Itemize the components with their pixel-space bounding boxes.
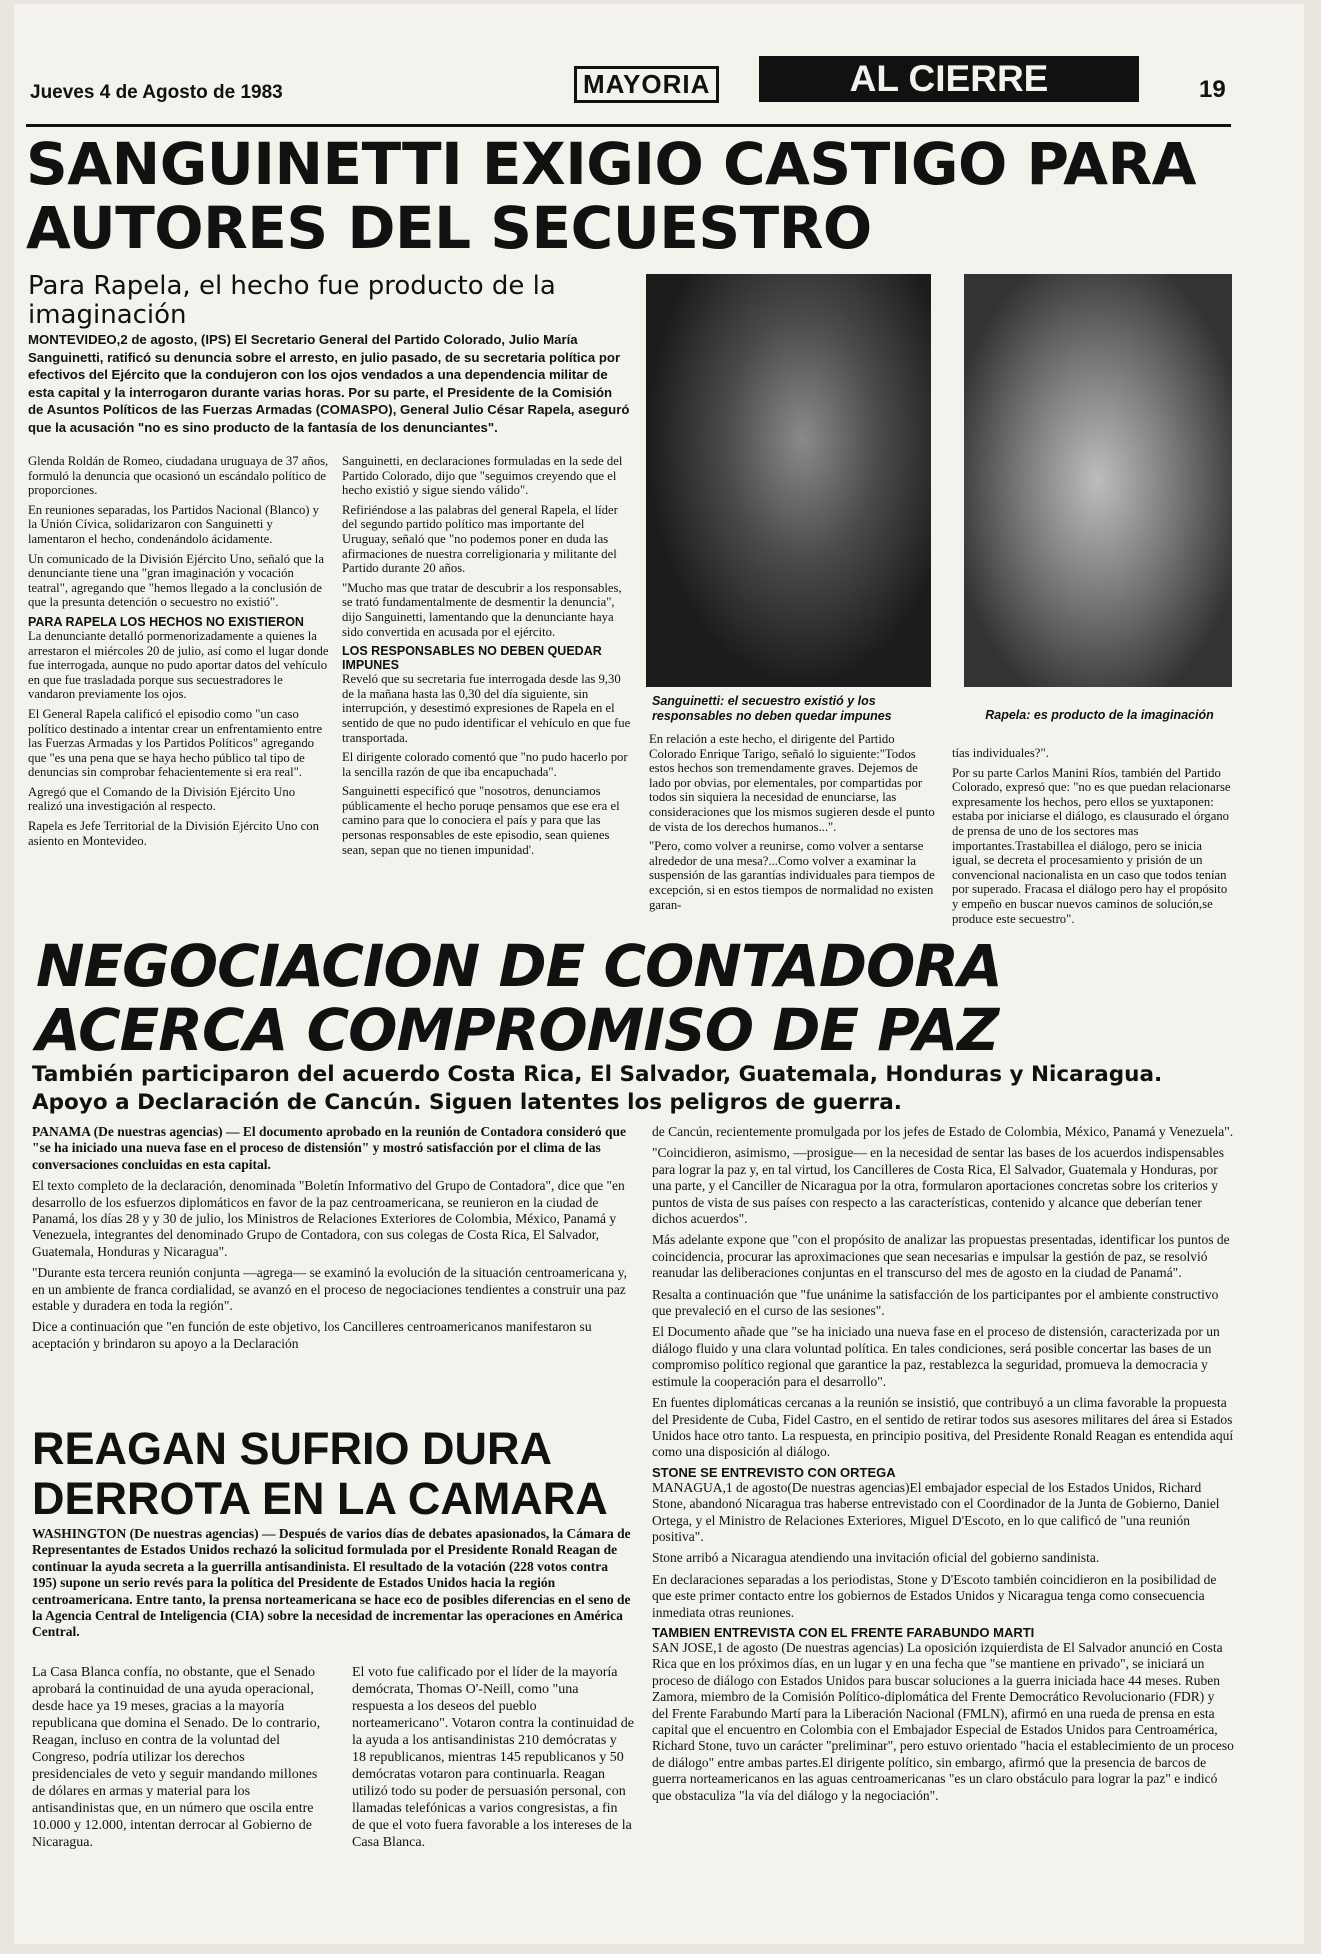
subhead-rapela: Para Rapela, el hecho fue producto de la imaginación (28, 271, 556, 330)
paragraph: "Pero, como volver a reunirse, como volver a sentarse alrededor de una mesa?...Como volver a examinar la suspensión de las garantías individuales para tiempos de excepción, si en estos tiempos de normalidad no existen garan- (649, 839, 935, 912)
paragraph: Un comunicado de la División Ejército Uno, señaló que la denunciante tiene una "gran imaginación y vocación teatral", agregando que "hemos llegado a la conclusión de que la presunta detención o secuestro no existió". (28, 551, 324, 610)
article-column-reagan-right (352, 1664, 634, 1855)
caption-rapela: Rapela: es producto de la imaginación (985, 708, 1214, 722)
paragraph: tías individuales?". (952, 746, 1049, 760)
paragraph: Agregó que el Comando de la División Ejército Uno realizó una investigación al respecto. (28, 784, 296, 814)
section-banner: AL CIERRE (759, 56, 1139, 102)
paragraph: En fuentes diplomáticas cercanas a la reunión se insistió, que contribuyó a un clima favorable la propuesta del Presidente de Cuba, Fidel Castro, en el sentido de retirar todos sus asesores militares del área si Estados Unidos hace otro tanto. La respuesta, en principio positiva, del Presidente Ronald Reagan es entendida aquí como una disposición al diálogo. (652, 1395, 1234, 1460)
paragraph: "Coincidieron, asimismo, —prosigue— en la necesidad de sentar las bases de los acuerdos indispensables para lograr la paz y, en tal virtud, los Cancilleres de Costa Rica, El Salvador, Guatemala y Honduras, por una parte, y el Canciller de Nicaragua por la otra, formularon aportaciones concretas sobre los criterios y puntos de vista de sus países con respecto a las características, contenido y alcance que deberían tener dichos acuerdos". (652, 1145, 1224, 1227)
article-column-3 (649, 732, 936, 917)
paragraph: Glenda Roldán de Romeo, ciudadana uruguaya de 37 años, formuló la denuncia que ocasionó un escándalo político de proporciones. (28, 454, 329, 498)
paragraph: Sanguinetti especificó que "nosotros, denunciamos públicamente el hecho poruqe pensamos que ese era el camino para que lo conociera el país y para que las personas responsables de este episodio, sean quienes sean, sepan que no tienen impunidad'. (342, 784, 620, 857)
paragraph: Rapela es Jefe Territorial de la División Ejército Uno con asiento en Montevideo. (28, 819, 319, 848)
photo-sanguinetti (646, 274, 931, 687)
article-column-contadora-left (32, 1124, 632, 1357)
article-column-2 (342, 454, 633, 862)
paragraph: Dice a continuación que "en función de este objetivo, los Cancilleres centroamericanos manifestaron su aceptación y brindaron su apoyo a la Declaración (32, 1319, 592, 1351)
paragraph: Más adelante expone que "con el propósito de analizar las propuestas presentadas, identificar los puntos de coincidencia, procurar las aproximaciones que sean necesarias e impulsar la gestión de paz, se resolvió reanudar las deliberaciones conjuntas en el transcurso del mes de agosto en la ciudad de Panamá". (652, 1232, 1230, 1281)
crosshead-responsables: LOS RESPONSABLES NO DEBEN QUEDAR IMPUNES (342, 644, 602, 673)
page-number: 19 (1199, 76, 1226, 103)
crosshead-farabundo: TAMBIEN ENTREVISTA CON EL FRENTE FARABUNDO MARTI (652, 1624, 1035, 1640)
article-column-4 (952, 746, 1232, 931)
paragraph: Refiriéndose a las palabras del general Rapela, el líder del segundo partido político mas importante del Uruguay, señaló que "no podemos poner en duda las afirmaciones de nuestra correligionaria y militante del Partido durante 20 años. (342, 502, 618, 576)
photo-rapela (964, 274, 1232, 687)
subhead-contadora: También participaron del acuerdo Costa Rica, El Salvador, Guatemala, Honduras y Nicaragua. Apoyo a Declaración de Cancún. Siguen latentes los peligros de guerra. (32, 1062, 1163, 1115)
issue-date: Jueves 4 de Agosto de 1983 (30, 82, 283, 103)
lead-paragraph-washington: WASHINGTON (De nuestras agencias) — Después de varios días de debates apasionados, la Cámara de Representantes de Estados Unidos rechazó la solicitud formulada por el Presidente Ronald Reagan de continuar la ayuda secreta a la guerrilla antisandinista. El resultado de la votación (228 votos contra 195) supone un serio revés para la política del Presidente de Estados Unidos hacia la región centroamericana. Entre tanto, la prensa norteamericana se hace eco de posibles diferencias en el seno de la Agencia Central de Inteligencia (CIA) sobre la necesidad de incrementar las operaciones en América Central. (32, 1526, 631, 1640)
newspaper-logo: MAYORIA (574, 66, 719, 103)
paragraph: "Durante esta tercera reunión conjunta —agrega— se examinó la evolución de la situación centroamericana y, en un ambiente de franca cordialidad, se avanzó en el proceso de negociaciones tendientes a construir una paz estable y duradera en toda la región". (32, 1265, 628, 1314)
headline-sanguinetti: SANGUINETTI EXIGIO CASTIGO PARA AUTORES DEL SECUESTRO (26, 130, 1197, 262)
paragraph: "Mucho mas que tratar de descubrir a los responsables, se trató fundamentalmente de desmentir la denuncia", dijo Sanguinetti, lamentando que la denunciante haya sido convertida en acusada por el ejército. (342, 580, 622, 639)
article-column-reagan-left (32, 1664, 324, 1855)
article-column-contadora-right (652, 1124, 1234, 1809)
paragraph: El dirigente colorado comentó que "no pudo hacerlo por la sencilla razón de que iba encapuchada". (342, 750, 628, 779)
paragraph: Sanguinetti, en declaraciones formuladas en la sede del Partido Colorado, dijo que "seguimos creyendo que el hecho existió y sigue siendo válido". (342, 454, 623, 498)
paragraph: En relación a este hecho, el dirigente del Partido Colorado Enrique Tarigo, señaló lo siguiente:"Todos estos hechos son tremendamente graves. Dejemos de lado por obvias, por elementales, por compartidas por todos sin siquiera la necesidad de enunciarse, las consideraciones que los mismos sugieren desde el punto de vista de los derechos humanos...". (649, 732, 935, 834)
paragraph: En reuniones separadas, los Partidos Nacional (Blanco) y la Unión Cívica, solidarizaron con Sanguinetti y lamentaron el hecho, condenándolo ácidamente. (28, 502, 320, 546)
article-column-1 (28, 454, 331, 853)
paragraph: MANAGUA,1 de agosto(De nuestras agencias)El embajador especial de los Estados Unidos, Richard Stone, abandonó Nicaragua tras haberse entrevistado con el Coordinador de la Junta de Gobierno, Daniel Ortega, y el Ministro de Relaciones Exteriores, Miguel D'Escoto, en lo que calificó de "una reunión positiva". (652, 1479, 1220, 1544)
paragraph: El voto fue calificado por el líder de la mayoría demócrata, Thomas O'-Neill, como "una respuesta a los deseos del pueblo norteamericano". Votaron contra la continuidad de la ayuda a los antisandinistas 210 demócratas y 18 republicanos, mientras 145 republicanos y 50 demócratas votaron para continuarla. Reagan utilizó todo su poder de persuasión personal, con llamadas telefónicas a varios congresistas, a fin de que el voto fuera favorable a los intereses de la Casa Blanca. (352, 1665, 634, 1850)
lead-paragraph-panama: PANAMA (De nuestras agencias) — El documento aprobado en la reunión de Contadora consideró que "se ha iniciado una nueva fase en el proceso de distensión" y mostró satisfacción por el clima de las conversaciones concluidas en esta capital. (32, 1124, 627, 1172)
paragraph: Resalta a continuación que "fue unánime la satisfacción de los participantes por el ambiente constructivo que prevaleció en el curso de las sesiones". (652, 1286, 1219, 1319)
paragraph: Reveló que su secretaria fue interrogada desde las 9,30 de la mañana hasta las 0,30 del día siguiente, sin interrupción, y desestimó expresiones de Rapela en el sentido de que no pudo identificar el vehículo en que fue transportada. (342, 672, 631, 745)
paragraph: Por su parte Carlos Manini Ríos, también del Partido Colorado, expresó que: "no es que puedan relacionarse expresamente los hechos, pero ellos se yuxtaponen: estaba por iniciarse el diálogo, es clausurado el órgano de prensa de uno de los sectores mas importantes.Trastabillea el diálogo, pero se inicia igual, se decreta el procesamiento y prisión de un convencional nacionalista en un caso que todos tenían por superado. Fracasa el diálogo pero hay el propósito y empeño en buscar nuevos caminos de solución,se produce este secuestro". (952, 765, 1231, 926)
headline-contadora: NEGOCIACION DE CONTADORA ACERCA COMPROMISO DE PAZ (36, 932, 1002, 1064)
paragraph: La denunciante detalló pormenorizadamente a quienes la arrestaron el miércoles 20 de julio, así como el lugar donde fue interrogada, aunque no pudo aportar datos del vehículo en que fue trasladada porque sus secuestradores le vandaron previamente los ojos. (28, 628, 329, 702)
paragraph: SAN JOSE,1 de agosto (De nuestras agencias) La oposición izquierdista de El Salvador anunció en Costa Rica que en los próximos días, en un lugar y en una fecha que "se mantiene en privado", se iniciará un proceso de diálogo con Estados Unidos para buscar soluciones a la guerra iniciada hace 44 meses. Ruben Zamora, miembro de la Comisión Político-diplomática del Frente Democrático Revolucionario (FDR) y del Frente Farabundo Martí para la Liberación Nacional (FMLN), afirmó en una rueda de prensa en esta capital que el encuentro en Colombia con el Embajador Especial de Estados Unidos para Centroamérica, Richard Stone, tuvo un carácter "preliminar", pero estuvo orientado "hacia el establecimiento de un proceso de diálogo" entre ambas partes.El dirigente político, sin embargo, afirmó que la presencia de barcos de guerra norteamericanos en las aguas centroamericanas "es un claro obstáculo para lograr la paz" e indicó que obstaculiza "la vía del diálogo y la negociación". (652, 1639, 1234, 1803)
header-rule (26, 124, 1231, 127)
lead-paragraph-montevideo: MONTEVIDEO,2 de agosto, (IPS) El Secretario General del Partido Colorado, Julio María Sanguinetti, ratificó su denuncia sobre el arresto, en julio pasado, de su secretaria política por efectivos del Ejército que la condujeron con los ojos vendados a una dependencia militar de esta capital y la interrogaron durante varias horas. Por su parte, el Presidente de la Comisión de Asuntos Políticos de las Fuerzas Armadas (COMASPO), General Julio César Rapela, aseguró que la acusación "no es sino producto de la fantasía de los denunciantes". (28, 332, 630, 435)
headline-reagan: REAGAN SUFRIO DURA DERROTA EN LA CAMARA (32, 1423, 608, 1524)
paragraph: En declaraciones separadas a los periodistas, Stone y D'Escoto también coincidieron en la posibilidad de que este primer contacto entre los gobiernos de Estados Unidos y Nicaragua tenga como consecuencia inmediata otras reuniones. (652, 1571, 1217, 1620)
paragraph: La Casa Blanca confía, no obstante, que el Senado aprobará la continuidad de una ayuda operacional, desde hace ya 19 meses, gracias a la mayoría republicana que domina el Senado. De lo contrario, Reagan, incluso en contra de la voluntad del Congreso, podría utilizar los derechos presidenciales de veto y seguir mandando millones de dólares en armas y material para los antisandinistas que, en un número que oscila entre 10.000 y 12.000, intentan derrocar al Gobierno de Nicaragua. (32, 1665, 321, 1850)
newspaper-page (14, 4, 1304, 1944)
crosshead-rapela: PARA RAPELA LOS HECHOS NO EXISTIERON (28, 614, 304, 629)
paragraph: El General Rapela calificó el episodio como "un caso político destinado a intentar crear un enfrentamiento entre las Fuerzas Armadas y los Partidos Políticos" agregando que "es una pena que se haya hecho público tal tipo de denuncias sin comprobar fehacientemente si era real". (28, 706, 323, 780)
paragraph: El Documento añade que "se ha iniciado una nueva fase en el proceso de distensión, caracterizada por un diálogo fluido y una clara voluntad política. En tales condiciones, será posible concertar las bases de un compromiso político regional que garantice la paz, restablezca la seguridad, promueva la democracia y estimule la cooperación para el desarrollo". (652, 1324, 1220, 1389)
paragraph: El texto completo de la declaración, denominada "Boletín Informativo del Grupo de Contadora", dice que "en desarrollo de los esfuerzos diplomáticos en favor de la paz centroamericana, se reunieron en la ciudad de Panamá, los días 28 y y 30 de julio, los Ministros de Relaciones Exteriores de Colombia, México, Panamá y Venezuela, integrantes del denominado Grupo de Contadora, con sus colegas de Costa Rica, El Salvador, Guatemala, Honduras y Nicaragua". (32, 1178, 625, 1259)
caption-sanguinetti: Sanguinetti: el secuestro existió y los responsables no deben quedar impunes (652, 694, 892, 723)
paragraph: Stone arribó a Nicaragua atendiendo una invitación oficial del gobierno sandinista. (652, 1550, 1100, 1566)
crosshead-stone: STONE SE ENTREVISTO CON ORTEGA (652, 1464, 896, 1480)
paragraph: de Cancún, recientemente promulgada por los jefes de Estado de Colombia, México, Panamá y Venezuela". (652, 1124, 1234, 1139)
